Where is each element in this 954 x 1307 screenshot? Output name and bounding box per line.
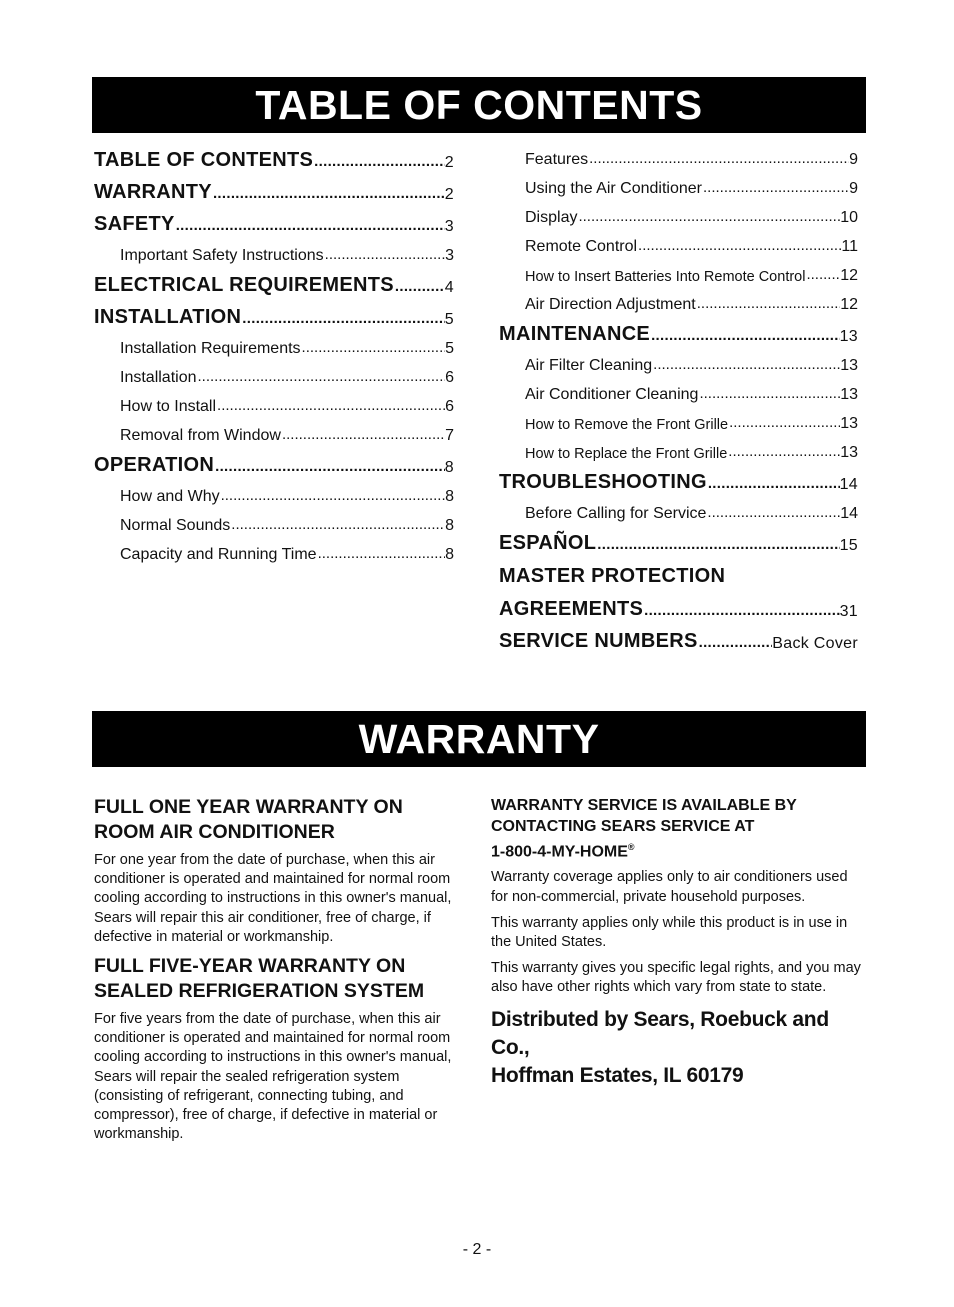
registered-mark: ® — [627, 842, 635, 852]
toc-entry-installation[interactable] — [94, 358, 454, 387]
toc-entry-features[interactable] — [499, 140, 858, 169]
toc-entry-label: Air Direction Adjustment — [525, 296, 696, 313]
distributor-info — [491, 1006, 863, 1090]
toc-entry-safety[interactable] — [94, 204, 454, 236]
toc-entry-page: 9 — [849, 151, 858, 168]
toc-entry-warranty[interactable] — [94, 172, 454, 204]
dot-leader — [313, 153, 445, 170]
toc-entry-using-the-air-conditioner[interactable] — [499, 169, 858, 198]
service-phone-number: 1-800-4-MY-HOME — [491, 843, 628, 861]
toc-entry-page: 10 — [840, 209, 858, 226]
one-year-warranty-heading: FULL ONE YEAR WARRANTY ON ROOM AIR CONDITIONER — [94, 796, 403, 843]
toc-entry-how-to-replace-the-front-grille[interactable] — [499, 433, 858, 462]
toc-entry-label: Installation Requirements — [120, 340, 301, 357]
toc-entry-label: How and Why — [120, 488, 220, 505]
toc-entry-label: How to Replace the Front Grille — [525, 446, 728, 462]
warranty-right-column — [491, 795, 863, 1090]
legal-rights-text: This warranty gives you specific legal rights, and you may also have other rights which vary from state to state. — [491, 960, 861, 996]
toc-entry-page: 2 — [444, 154, 454, 171]
toc-entry-page: 13 — [839, 328, 858, 345]
toc-entry-label: Air Conditioner Cleaning — [525, 386, 699, 403]
dot-leader — [212, 185, 445, 202]
dot-leader — [727, 443, 840, 460]
toc-entry-label: INSTALLATION — [94, 306, 242, 328]
toc-entry-label: SERVICE NUMBERS — [499, 630, 698, 652]
dot-leader — [214, 458, 445, 475]
dot-leader — [197, 368, 446, 385]
toc-entry-page: 8 — [444, 459, 454, 476]
toc-entry-installation[interactable] — [94, 297, 454, 329]
toc-entry-label: Capacity and Running Time — [120, 546, 317, 563]
toc-entry-label: TABLE OF CONTENTS — [94, 149, 314, 171]
toc-entry-important-safety-instructions[interactable] — [94, 236, 454, 265]
dot-leader — [698, 634, 773, 651]
dot-leader — [241, 310, 445, 327]
toc-entry-page: 13 — [840, 357, 858, 374]
toc-entry-page: 2 — [444, 186, 454, 203]
toc-entry-display[interactable] — [499, 198, 858, 227]
toc-entry-air-direction-adjustment[interactable] — [499, 285, 858, 314]
distributor-line-1: Distributed by Sears, Roebuck and Co., — [491, 1007, 829, 1059]
toc-entry-normal-sounds[interactable] — [94, 506, 454, 535]
warranty-service-heading — [491, 795, 863, 862]
toc-entry-label: SAFETY — [94, 213, 175, 235]
toc-entry-page: 4 — [444, 279, 454, 296]
dot-leader — [324, 246, 445, 263]
five-year-warranty-text: For five years from the date of purchase, when this air conditioner is operated and maintained for normal room cooling according to instructions in this owner's manual, Sears will repair the sealed refrigeration system (consisting of refrigerant, connecting tubing, and compressor), free of charge, if defective in material or workmanship. — [94, 1011, 452, 1143]
dot-leader — [577, 208, 840, 225]
toc-entry-label: ELECTRICAL REQUIREMENTS — [94, 274, 394, 296]
toc-entry-how-to-insert-batteries-into-remote-control[interactable] — [499, 256, 858, 285]
toc-entry-label: OPERATION — [94, 454, 215, 476]
toc-entry-page: 13 — [840, 415, 858, 432]
dot-leader — [643, 602, 839, 619]
toc-entry-label: Normal Sounds — [120, 517, 231, 534]
toc-entry-removal-from-window[interactable] — [94, 416, 454, 445]
toc-entry-label: Installation — [120, 369, 197, 386]
dot-leader — [175, 217, 445, 234]
toc-entry-page: 12 — [840, 296, 858, 313]
toc-entry-page: 11 — [841, 238, 858, 255]
dot-leader — [728, 414, 840, 431]
toc-entry-operation[interactable] — [94, 445, 454, 477]
toc-entry-page: 3 — [444, 218, 454, 235]
dot-leader — [805, 266, 840, 283]
page-number: - 2 - — [462, 1241, 492, 1258]
toc-entry-page: 5 — [445, 340, 454, 357]
toc-entry-espa-ol[interactable] — [499, 523, 858, 555]
dot-leader — [596, 536, 839, 553]
dot-leader — [652, 356, 840, 373]
warranty-title-banner: WARRANTY — [92, 711, 866, 767]
toc-entry-label: MAINTENANCE — [499, 323, 651, 345]
toc-entry-page: 8 — [445, 546, 454, 563]
toc-entry-page: 14 — [839, 476, 858, 493]
toc-title-banner: TABLE OF CONTENTS — [92, 77, 866, 133]
toc-entry-label: How to Insert Batteries Into Remote Control — [525, 269, 806, 285]
dot-leader — [317, 545, 446, 562]
toc-entry-page: 15 — [839, 537, 858, 554]
warranty-service-heading-text: WARRANTY SERVICE IS AVAILABLE BY CONTACTING SEARS SERVICE AT — [491, 797, 797, 835]
dot-leader — [637, 237, 841, 254]
warranty-left-column — [94, 795, 466, 1151]
toc-entry-page: 13 — [840, 386, 858, 403]
dot-leader — [702, 179, 849, 196]
toc-entry-label: Display — [525, 209, 578, 226]
toc-entry-installation-requirements[interactable] — [94, 329, 454, 358]
dot-leader — [588, 150, 849, 167]
toc-right-column — [499, 140, 858, 653]
dot-leader — [220, 487, 446, 504]
toc-entry-how-to-install[interactable] — [94, 387, 454, 416]
toc-entry-page: 3 — [445, 247, 454, 264]
toc-entry-page: Back Cover — [772, 635, 858, 652]
toc-entry-capacity-and-running-time[interactable] — [94, 535, 454, 564]
toc-entry-electrical-requirements[interactable] — [94, 265, 454, 297]
toc-entry-maintenance[interactable] — [499, 314, 858, 346]
dot-leader — [650, 327, 840, 344]
toc-entry-page: 9 — [849, 180, 858, 197]
toc-entry-agreements[interactable] — [499, 589, 858, 621]
dot-leader — [698, 385, 840, 402]
coverage-text: Warranty coverage applies only to air conditioners used for non-commercial, private household purposes. — [491, 869, 848, 905]
dot-leader — [216, 397, 445, 414]
toc-entry-label: Features — [525, 151, 589, 168]
toc-entry-how-to-remove-the-front-grille[interactable] — [499, 404, 858, 433]
toc-entry-label: How to Install — [120, 398, 217, 415]
toc-entry-label: Remote Control — [525, 238, 638, 255]
toc-entry-label: ESPAÑOL — [499, 532, 597, 554]
toc-entry-page: 8 — [445, 517, 454, 534]
toc-entry-label: WARRANTY — [94, 181, 212, 203]
toc-entry-air-conditioner-cleaning[interactable] — [499, 375, 858, 404]
dot-leader — [706, 504, 840, 521]
toc-left-column — [94, 140, 454, 564]
toc-entry-label: Using the Air Conditioner — [525, 180, 702, 197]
toc-entry-label: AGREEMENTS — [499, 598, 644, 620]
toc-entry-page: 8 — [445, 488, 454, 505]
toc-entry-how-and-why[interactable] — [94, 477, 454, 506]
toc-entry-page: 12 — [840, 267, 858, 284]
toc-entry-page: 5 — [444, 311, 454, 328]
toc-entry-page: 14 — [840, 505, 858, 522]
toc-entry-page: 7 — [445, 427, 454, 444]
toc-entry-table-of-contents[interactable] — [94, 140, 454, 172]
five-year-warranty-heading: FULL FIVE-YEAR WARRANTY ON SEALED REFRIGERATION SYSTEM — [94, 955, 425, 1003]
dot-leader — [696, 295, 840, 312]
toc-entry-label: Removal from Window — [120, 427, 281, 444]
toc-entry-page: 31 — [839, 603, 858, 620]
dot-leader — [394, 278, 445, 295]
one-year-warranty-text: For one year from the date of purchase, when this air conditioner is operated and maintained for normal room cooling according to instructions in this owner's manual, Sears will repair this air conditioner, free of charge, if defective in material or workmanship. — [94, 852, 452, 945]
toc-entry-label: Air Filter Cleaning — [525, 357, 653, 374]
toc-entry-label: Before Calling for Service — [525, 505, 707, 522]
toc-entry-label: How to Remove the Front Grille — [525, 417, 729, 433]
dot-leader — [281, 426, 445, 443]
toc-entry-page: 6 — [445, 398, 454, 415]
distributor-line-2: Hoffman Estates, IL 60179 — [491, 1063, 744, 1087]
dot-leader — [301, 339, 446, 356]
toc-entry-troubleshooting[interactable] — [499, 462, 858, 494]
us-only-text: This warranty applies only while this product is in use in the United States. — [491, 914, 848, 950]
toc-entry-before-calling-for-service[interactable] — [499, 494, 858, 523]
toc-entry-service-numbers[interactable] — [499, 621, 858, 653]
toc-entry-air-filter-cleaning[interactable] — [499, 346, 858, 375]
toc-entry-label: TROUBLESHOOTING — [499, 471, 707, 493]
toc-entry-page: 13 — [840, 444, 858, 461]
toc-entry-remote-control[interactable] — [499, 227, 858, 256]
toc-heading-master-protection: MASTER PROTECTION — [499, 565, 726, 587]
dot-leader — [230, 516, 445, 533]
dot-leader — [707, 475, 840, 492]
toc-entry-label: Important Safety Instructions — [120, 247, 324, 264]
toc-entry-page: 6 — [445, 369, 454, 386]
